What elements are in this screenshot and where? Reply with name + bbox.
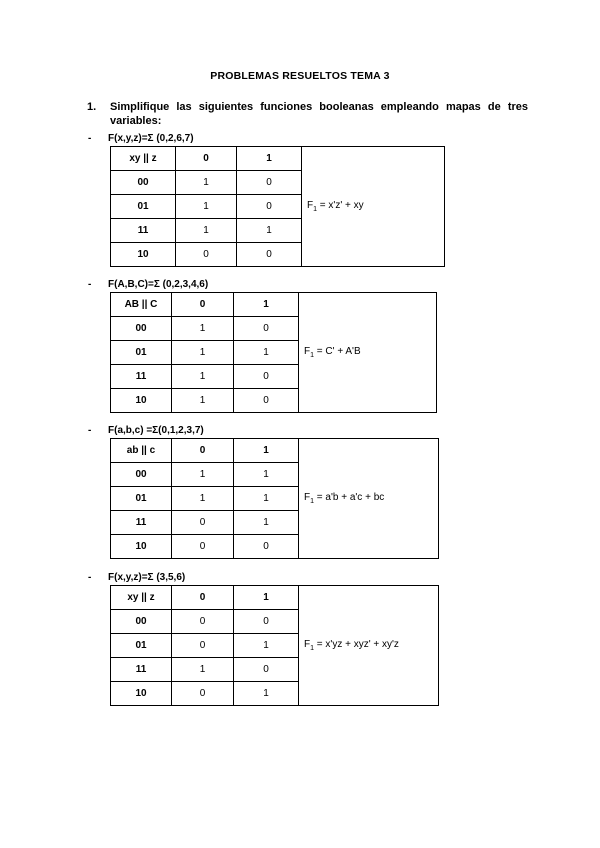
result-expression: = C' + A'B [314,346,361,357]
header-cell: xy || z [111,147,176,171]
value-cell: 1 [176,171,237,195]
result-expression: = x'z' + xy [317,200,364,211]
header-cell: 0 [172,439,234,463]
result-subscript: 1 [310,645,315,652]
value-cell: 0 [172,682,234,706]
value-cell: 0 [234,389,299,413]
value-cell: 0 [237,243,302,267]
row-label-cell: 11 [111,511,172,535]
value-cell: 0 [172,610,234,634]
header-cell: ab || c [111,439,172,463]
row-label-cell: 11 [111,658,172,682]
header-cell: 1 [237,147,302,171]
header-cell: 0 [172,586,234,610]
row-label-cell: 01 [111,487,172,511]
simplified-result [299,439,439,559]
result-prefix: F [307,200,314,211]
result-prefix: F [304,492,311,503]
row-label-cell: 10 [111,682,172,706]
value-cell: 0 [237,195,302,219]
value-cell: 0 [234,610,299,634]
function-definition: F(x,y,z)=Σ (0,2,6,7) [108,133,194,144]
row-label-cell: 00 [111,610,172,634]
value-cell: 1 [172,365,234,389]
value-cell: 1 [172,487,234,511]
simplified-result [302,147,445,267]
value-cell: 0 [234,365,299,389]
page-title: PROBLEMAS RESUELTOS TEMA 3 [210,70,390,82]
header-cell: 0 [176,147,237,171]
result-prefix: F [304,346,311,357]
row-label-cell: 01 [111,341,172,365]
row-label-cell: 11 [111,219,176,243]
header-cell: 0 [172,293,234,317]
header-cell: 1 [234,586,299,610]
row-label-cell: 00 [111,463,172,487]
value-cell: 1 [176,195,237,219]
value-cell: 1 [234,487,299,511]
simplified-result [299,586,439,706]
table-header-row [111,293,437,317]
value-cell: 0 [172,511,234,535]
value-cell: 1 [176,219,237,243]
result-subscript: 1 [310,498,315,505]
value-cell: 0 [172,535,234,559]
header-cell: 1 [234,439,299,463]
table-header-row [111,147,445,171]
value-cell: 0 [176,243,237,267]
karnaugh-map-table [110,438,439,559]
row-label-cell: 01 [111,634,172,658]
list-dash: - [88,279,92,290]
list-dash: - [88,425,92,436]
table-header-row [111,439,439,463]
table-header-row [111,586,439,610]
function-definition: F(x,y,z)=Σ (3,5,6) [108,572,186,583]
value-cell: 1 [234,634,299,658]
list-dash: - [88,572,92,583]
question-text [110,100,528,128]
question-number: 1. [87,101,97,113]
function-definition: F(a,b,c) =Σ(0,1,2,3,7) [108,425,204,436]
header-cell: 1 [234,293,299,317]
result-prefix: F [304,639,311,650]
value-cell: 0 [234,317,299,341]
list-dash: - [88,133,92,144]
value-cell: 1 [234,463,299,487]
row-label-cell: 01 [111,195,176,219]
value-cell: 0 [234,658,299,682]
value-cell: 1 [172,658,234,682]
result-expression: = x'yz + xyz' + xy'z [314,639,399,650]
value-cell: 1 [237,219,302,243]
value-cell: 1 [172,463,234,487]
value-cell: 1 [172,389,234,413]
row-label-cell: 00 [111,317,172,341]
row-label-cell: 11 [111,365,172,389]
value-cell: 1 [172,317,234,341]
value-cell: 1 [234,682,299,706]
row-label-cell: 00 [111,171,176,195]
question-text-line-1: Simplifique las siguientes funciones booleanas empleando mapas de tres [110,101,528,113]
value-cell: 0 [237,171,302,195]
question-text-line-2: variables: [110,115,162,127]
result-subscript: 1 [313,206,318,213]
karnaugh-map-table [110,146,445,267]
header-cell: xy || z [111,586,172,610]
karnaugh-map-table [110,292,437,413]
value-cell: 0 [234,535,299,559]
row-label-cell: 10 [111,389,172,413]
karnaugh-map-table [110,585,439,706]
result-expression: = a'b + a'c + bc [314,492,385,503]
value-cell: 0 [172,634,234,658]
value-cell: 1 [234,341,299,365]
result-subscript: 1 [310,352,315,359]
simplified-result [299,293,437,413]
value-cell: 1 [234,511,299,535]
row-label-cell: 10 [111,535,172,559]
value-cell: 1 [172,341,234,365]
header-cell: AB || C [111,293,172,317]
function-definition: F(A,B,C)=Σ (0,2,3,4,6) [108,279,209,290]
row-label-cell: 10 [111,243,176,267]
